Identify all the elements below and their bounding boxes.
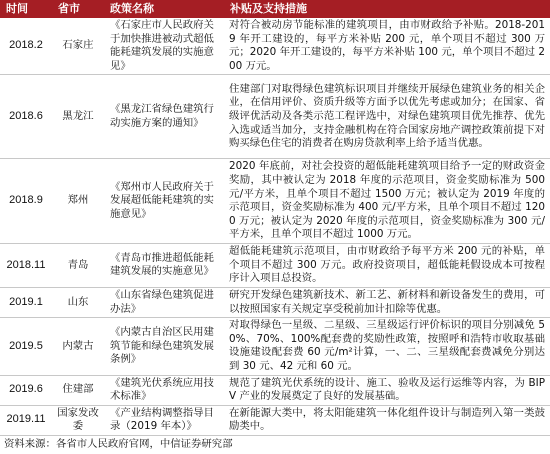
row-province: 青岛 (52, 243, 104, 287)
row-measures: 规范了建筑光伏系统的设计、施工、验收及运行运维等内容，为 BIPV 产业的发展奠定了良好的发展基础。 (224, 375, 550, 405)
table-row (0, 375, 550, 405)
row-policy-name: 《黑龙江省绿色建筑行动实施方案的通知》 (104, 75, 224, 159)
row-date: 2018.2 (0, 18, 52, 75)
row-policy-name: 《郑州市人民政府关于发展超低能耗建筑的实施意见》 (104, 159, 224, 244)
row-measures: 对符合被动房节能标准的建筑项目，由市财政给予补贴。2018-2019 年开工建设的，每平方米补贴 200 元，单个项目不超过 300 万元；2020 年开工建设的，每平方米补贴 100 元，单个项目不超过 200 万元。 (224, 18, 550, 75)
row-policy-name: 《石家庄市人民政府关于加快推进被动式超低能耗建筑发展的实施意见》 (104, 18, 224, 75)
row-province: 国家发改委 (52, 405, 104, 435)
row-province: 石家庄 (52, 18, 104, 75)
row-measures: 对取得绿色一星级、二星级、三星级运行评价标识的项目分别减免 50%、70%、100%配套费的奖励性政策，按照呼和浩特市收取基础设施建设配套费 60 元/m²计算，一、二、三星级配套费减免分别达到 30 元、42 元和 60 元。 (224, 318, 550, 375)
row-policy-name: 《青岛市推进超低能耗建筑发展的实施意见》 (104, 243, 224, 287)
row-measures: 研究开发绿色建筑新技术、新工艺、新材料和新设备发生的费用，可以按照国家有关规定享受税前加计扣除等优惠。 (224, 287, 550, 317)
table-row (0, 75, 550, 159)
row-province: 住建部 (52, 375, 104, 405)
header-date: 时间 (0, 0, 52, 18)
source-note: 资料来源：各省市人民政府官网，中信证券研究部 (4, 438, 233, 450)
row-province: 内蒙古 (52, 318, 104, 375)
row-date: 2018.6 (0, 75, 52, 159)
row-province: 黑龙江 (52, 75, 104, 159)
row-policy-name: 《内蒙古自治区民用建筑节能和绿色建筑发展条例》 (104, 318, 224, 375)
row-date: 2019.1 (0, 287, 52, 317)
table-header-row (0, 0, 550, 18)
row-policy-name: 《建筑光伏系统应用技术标准》 (104, 375, 224, 405)
row-province: 郑州 (52, 159, 104, 244)
row-province: 山东 (52, 287, 104, 317)
header-measures: 补贴及支持措施 (224, 0, 550, 18)
row-measures: 2020 年底前，对社会投资的超低能耗建筑项目给予一定的财政资金奖励，其中被认定为 2018 年度的示范项目，资金奖励标准为 500 元/平方米，且单个项目不超过 1500 万元；被认定为 2019 年度的示范项目，资金奖励标准为 400 元/平方米，且单个项目不超过 1200 万元；被认定为 2020 年度的示范项目，资金奖励标准为 300 元/平方米，且单个项目不超过 1000 万元。 (224, 159, 550, 244)
row-policy-name: 《山东省绿色建筑促进办法》 (104, 287, 224, 317)
row-measures: 超低能耗建筑示范项目，由市财政给予每平方米 200 元的补贴，单个项目不超过 300 万元。政府投资项目，超低能耗假设成本可按程序计入项目总投资。 (224, 243, 550, 287)
row-date: 2019.5 (0, 318, 52, 375)
table-row (0, 405, 550, 435)
row-measures: 在新能源大类中，将太阳能建筑一体化组件设计与制造列入第一类鼓励类中。 (224, 405, 550, 435)
row-date: 2019.11 (0, 405, 52, 435)
table-row (0, 159, 550, 244)
table-row (0, 318, 550, 375)
table-row (0, 287, 550, 317)
row-measures: 住建部门对取得绿色建筑标识项目并继续开展绿色建筑业务的相关企业，在信用评价、资质升级等方面予以优先考虑或加分；在国家、省级评优活动及各类示范工程评选中，对绿色建筑项目优先推荐、优先入选或适当加分，支持金融机构在符合国家房地产调控政策前提下对购买绿色住宅的消费者在购房贷款利率上给予适当优惠。 (224, 75, 550, 159)
row-date: 2018.11 (0, 243, 52, 287)
table-row (0, 18, 550, 75)
row-date: 2018.9 (0, 159, 52, 244)
row-date: 2019.6 (0, 375, 52, 405)
table-row (0, 243, 550, 287)
header-policy-name: 政策名称 (104, 0, 224, 18)
header-province: 省市 (52, 0, 104, 18)
row-policy-name: 《产业结构调整指导目录（2019 年本）》 (104, 405, 224, 435)
